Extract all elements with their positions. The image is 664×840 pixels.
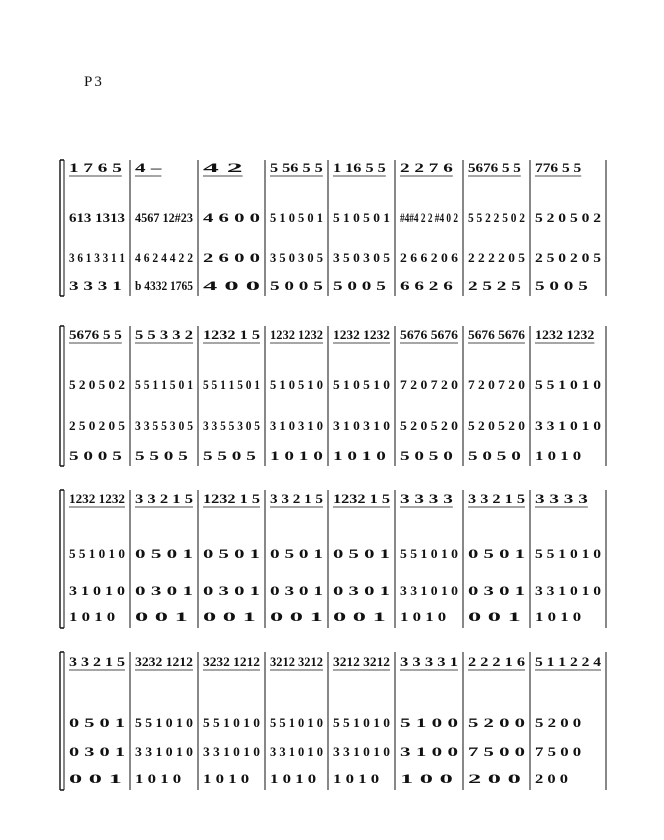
voice-2-line-measure: 5 2 0 5 2 0 bbox=[468, 419, 525, 433]
voice-1-line-measure: 5 2 0 5 0 2 bbox=[535, 211, 601, 225]
melody-line-measure: 1232 1 5 bbox=[203, 328, 260, 342]
voice-1-line-measure: 0 5 0 1 bbox=[203, 547, 260, 561]
voice-1-line-measure: 5 1 0 5 1 0 bbox=[333, 378, 390, 392]
voice-1-line-measure: 5 5 1 0 1 0 bbox=[270, 716, 323, 730]
voice-1-line-measure: 0 5 0 1 bbox=[69, 716, 125, 730]
voice-2-line-measure: 5 2 0 5 2 0 bbox=[400, 419, 458, 433]
system-3 bbox=[60, 490, 606, 628]
melody-line-measure: 5676 5 5 bbox=[69, 328, 122, 342]
voice-2-line-measure: 3 5 0 3 0 5 bbox=[333, 251, 390, 265]
voice-3-line-measure: 0 0 1 bbox=[135, 610, 188, 624]
voice-1-line-measure: 5 2 0 0 bbox=[468, 716, 525, 730]
voice-2-line-measure: 0 3 0 1 bbox=[333, 584, 390, 598]
system-4 bbox=[60, 652, 606, 790]
melody-line-measure: 3 3 3 3 1 bbox=[400, 655, 458, 669]
melody-line-measure: 3232 1212 bbox=[203, 655, 260, 669]
voice-3-line-measure: 6 6 2 6 bbox=[400, 279, 453, 293]
voice-3-line-measure: 1 0 1 0 bbox=[535, 449, 582, 463]
voice-2-line-measure: 3 3 1 0 1 0 bbox=[203, 745, 260, 759]
voice-2-line-measure: 3 3 5 5 3 0 5 bbox=[135, 419, 193, 433]
voice-1-line-measure: 7 2 0 7 2 0 bbox=[468, 378, 525, 392]
voice-3-line-measure: 4 0 0 bbox=[203, 279, 260, 293]
voice-1-line-measure: 5 5 1 0 1 0 bbox=[69, 547, 125, 561]
voice-1-line-measure: 5 5 1 0 1 0 bbox=[535, 378, 601, 392]
voice-2-line-measure: 3 1 0 0 bbox=[400, 745, 458, 759]
melody-line-measure: 1 16 5 5 bbox=[333, 161, 386, 175]
melody-line-measure: 3 3 2 1 5 bbox=[270, 492, 323, 506]
voice-2-line-measure: 3 3 5 5 3 0 5 bbox=[203, 419, 260, 433]
voice-1-line-measure: 5 1 0 5 0 1 bbox=[270, 211, 323, 225]
voice-2-line-measure: 3 3 1 0 1 0 bbox=[535, 584, 601, 598]
melody-line-measure: 1232 1 5 bbox=[203, 492, 260, 506]
voice-2-line-measure: 3 6 1 3 3 1 1 bbox=[69, 251, 125, 265]
voice-2-line-measure: 2 5 0 2 0 5 bbox=[535, 251, 601, 265]
voice-3-line-measure: 3 3 3 1 bbox=[69, 279, 122, 293]
voice-3-line-measure: 2 0 0 bbox=[535, 772, 568, 786]
voice-3-line-measure: 5 5 0 5 bbox=[135, 449, 188, 463]
voice-1-line-measure: 5 5 1 0 1 0 bbox=[203, 716, 260, 730]
voice-2-line-measure: 2 6 6 2 0 6 bbox=[400, 251, 458, 265]
melody-line-measure: 5 1 1 2 2 4 bbox=[535, 655, 602, 669]
voice-1-line-measure: 0 5 0 1 bbox=[135, 547, 193, 561]
melody-line-measure: 5676 5676 bbox=[400, 328, 458, 342]
melody-line-measure: 1232 1232 bbox=[69, 492, 125, 506]
voice-2-line-measure: 3 3 1 0 1 0 bbox=[333, 745, 390, 759]
voice-1-line-measure: 4567 12#23 bbox=[135, 211, 193, 225]
voice-2-line-measure: 0 3 0 1 bbox=[270, 584, 323, 598]
voice-2-line-measure: 3 1 0 1 0 bbox=[69, 584, 125, 598]
voice-3-line-measure: 1 0 1 0 bbox=[69, 610, 116, 624]
voice-3-line-measure: 1 0 1 0 bbox=[333, 772, 380, 786]
voice-3-line-measure: 5 0 0 5 bbox=[333, 279, 386, 293]
voice-2-line-measure: 7 5 0 0 bbox=[535, 745, 582, 759]
voice-3-line-measure: 1 0 1 0 bbox=[400, 610, 447, 624]
voice-1-line-measure: 5 1 0 5 1 0 bbox=[270, 378, 323, 392]
system-2 bbox=[60, 326, 606, 466]
system-1 bbox=[60, 160, 606, 296]
voice-1-line-measure: 5 2 0 5 0 2 bbox=[69, 378, 125, 392]
voice-3-line-measure: b 4332 1765 bbox=[135, 279, 193, 293]
melody-line-measure: 5 5 3 3 2 bbox=[135, 328, 193, 342]
voice-1-line-measure: 5 5 1 0 1 0 bbox=[535, 547, 601, 561]
voice-1-line-measure: 0 5 0 1 bbox=[270, 547, 323, 561]
voice-3-line-measure: 1 0 1 0 bbox=[270, 449, 323, 463]
voice-1-line-measure: 613 1313 bbox=[69, 211, 125, 225]
voice-3-line-measure: 2 0 0 bbox=[468, 772, 521, 786]
voice-2-line-measure: 3 3 1 0 1 0 bbox=[400, 584, 458, 598]
voice-1-line-measure: 5 5 1 0 1 0 bbox=[333, 716, 390, 730]
voice-3-line-measure: 1 0 1 0 bbox=[333, 449, 386, 463]
voice-2-line-measure: 3 3 1 0 1 0 bbox=[535, 419, 601, 433]
voice-1-line-measure: 4 6 0 0 bbox=[203, 211, 260, 225]
melody-line-measure: 1232 1232 bbox=[270, 328, 323, 342]
melody-line-measure: 3 3 2 1 5 bbox=[135, 492, 193, 506]
voice-1-line-measure: 0 5 0 1 bbox=[468, 547, 525, 561]
voice-3-line-measure: 1 0 1 0 bbox=[270, 772, 317, 786]
melody-line-measure: 4 – bbox=[135, 161, 163, 175]
voice-1-line-measure: 0 5 0 1 bbox=[333, 547, 390, 561]
voice-3-line-measure: 5 0 0 5 bbox=[270, 279, 323, 293]
voice-2-line-measure: 3 5 0 3 0 5 bbox=[270, 251, 323, 265]
voice-1-line-measure: 5 5 1 0 1 0 bbox=[135, 716, 193, 730]
voice-2-line-measure: 0 3 0 1 bbox=[69, 745, 125, 759]
voice-1-line-measure: #4#4 2 2 #4 0 2 bbox=[400, 211, 458, 225]
voice-3-line-measure: 1 0 1 0 bbox=[203, 772, 250, 786]
voice-1-line-measure: 5 5 2 2 5 0 2 bbox=[468, 211, 525, 225]
voice-2-line-measure: 4 6 2 4 4 2 2 bbox=[135, 251, 193, 265]
melody-line-measure: 3 3 2 1 5 bbox=[468, 492, 525, 506]
system-bracket bbox=[60, 326, 64, 466]
melody-line-measure: 5676 5676 bbox=[468, 328, 525, 342]
system-bracket bbox=[60, 160, 64, 296]
melody-line-measure: 1232 1232 bbox=[333, 328, 390, 342]
melody-line-measure: 3232 1212 bbox=[135, 655, 193, 669]
melody-line-measure: 3212 3212 bbox=[333, 655, 390, 669]
melody-line-measure: 2 2 7 6 bbox=[400, 161, 453, 175]
voice-3-line-measure: 0 0 1 bbox=[69, 772, 122, 786]
melody-line-measure: 3 3 3 3 bbox=[400, 492, 453, 506]
melody-line-measure: 1232 1232 bbox=[535, 328, 595, 342]
voice-2-line-measure: 3 1 0 3 1 0 bbox=[333, 419, 390, 433]
melody-line-measure: 1232 1 5 bbox=[333, 492, 390, 506]
voice-1-line-measure: 7 2 0 7 2 0 bbox=[400, 378, 458, 392]
system-bracket bbox=[60, 490, 64, 628]
voice-3-line-measure: 2 5 2 5 bbox=[468, 279, 521, 293]
voice-1-line-measure: 5 5 1 1 5 0 1 bbox=[135, 378, 193, 392]
voice-2-line-measure: 3 3 1 0 1 0 bbox=[135, 745, 193, 759]
voice-1-line-measure: 5 1 0 0 bbox=[400, 716, 458, 730]
melody-line-measure: 3 3 3 3 bbox=[535, 492, 588, 506]
voice-3-line-measure: 5 0 0 5 bbox=[69, 449, 122, 463]
melody-line-measure: 3 3 2 1 5 bbox=[69, 655, 125, 669]
voice-3-line-measure: 5 0 5 0 bbox=[400, 449, 453, 463]
melody-line-measure: 5676 5 5 bbox=[468, 161, 521, 175]
voice-3-line-measure: 1 0 1 0 bbox=[135, 772, 182, 786]
voice-3-line-measure: 5 0 5 0 bbox=[468, 449, 521, 463]
melody-line-measure: 5 56 5 5 bbox=[270, 161, 323, 175]
page-label: P3 bbox=[84, 74, 104, 90]
voice-2-line-measure: 2 5 0 2 0 5 bbox=[69, 419, 125, 433]
melody-line-measure: 3212 3212 bbox=[270, 655, 323, 669]
melody-line-measure: 776 5 5 bbox=[535, 161, 582, 175]
voice-2-line-measure: 7 5 0 0 bbox=[468, 745, 525, 759]
voice-3-line-measure: 1 0 1 0 bbox=[535, 610, 582, 624]
voice-2-line-measure: 0 3 0 1 bbox=[135, 584, 193, 598]
voice-1-line-measure: 5 2 0 0 bbox=[535, 716, 582, 730]
voice-3-line-measure: 0 0 1 bbox=[270, 610, 323, 624]
voice-3-line-measure: 0 0 1 bbox=[468, 610, 521, 624]
voice-1-line-measure: 5 5 1 0 1 0 bbox=[400, 547, 458, 561]
voice-1-line-measure: 5 1 0 5 0 1 bbox=[333, 211, 390, 225]
voice-2-line-measure: 0 3 0 1 bbox=[468, 584, 525, 598]
voice-3-line-measure: 1 0 0 bbox=[400, 772, 453, 786]
voice-3-line-measure: 5 0 0 5 bbox=[535, 279, 588, 293]
voice-3-line-measure: 0 0 1 bbox=[203, 610, 256, 624]
melody-line-measure: 4 2 bbox=[203, 161, 243, 175]
voice-2-line-measure: 3 3 1 0 1 0 bbox=[270, 745, 323, 759]
voice-2-line-measure: 0 3 0 1 bbox=[203, 584, 260, 598]
melody-line-measure: 1 7 6 5 bbox=[69, 161, 122, 175]
voice-3-line-measure: 5 5 0 5 bbox=[203, 449, 256, 463]
voice-2-line-measure: 3 1 0 3 1 0 bbox=[270, 419, 323, 433]
melody-line-measure: 2 2 2 1 6 bbox=[468, 655, 525, 669]
voice-1-line-measure: 5 5 1 1 5 0 1 bbox=[203, 378, 260, 392]
voice-2-line-measure: 2 2 2 2 0 5 bbox=[468, 251, 525, 265]
system-bracket bbox=[60, 652, 64, 790]
voice-3-line-measure: 0 0 1 bbox=[333, 610, 386, 624]
voice-2-line-measure: 2 6 0 0 bbox=[203, 251, 260, 265]
